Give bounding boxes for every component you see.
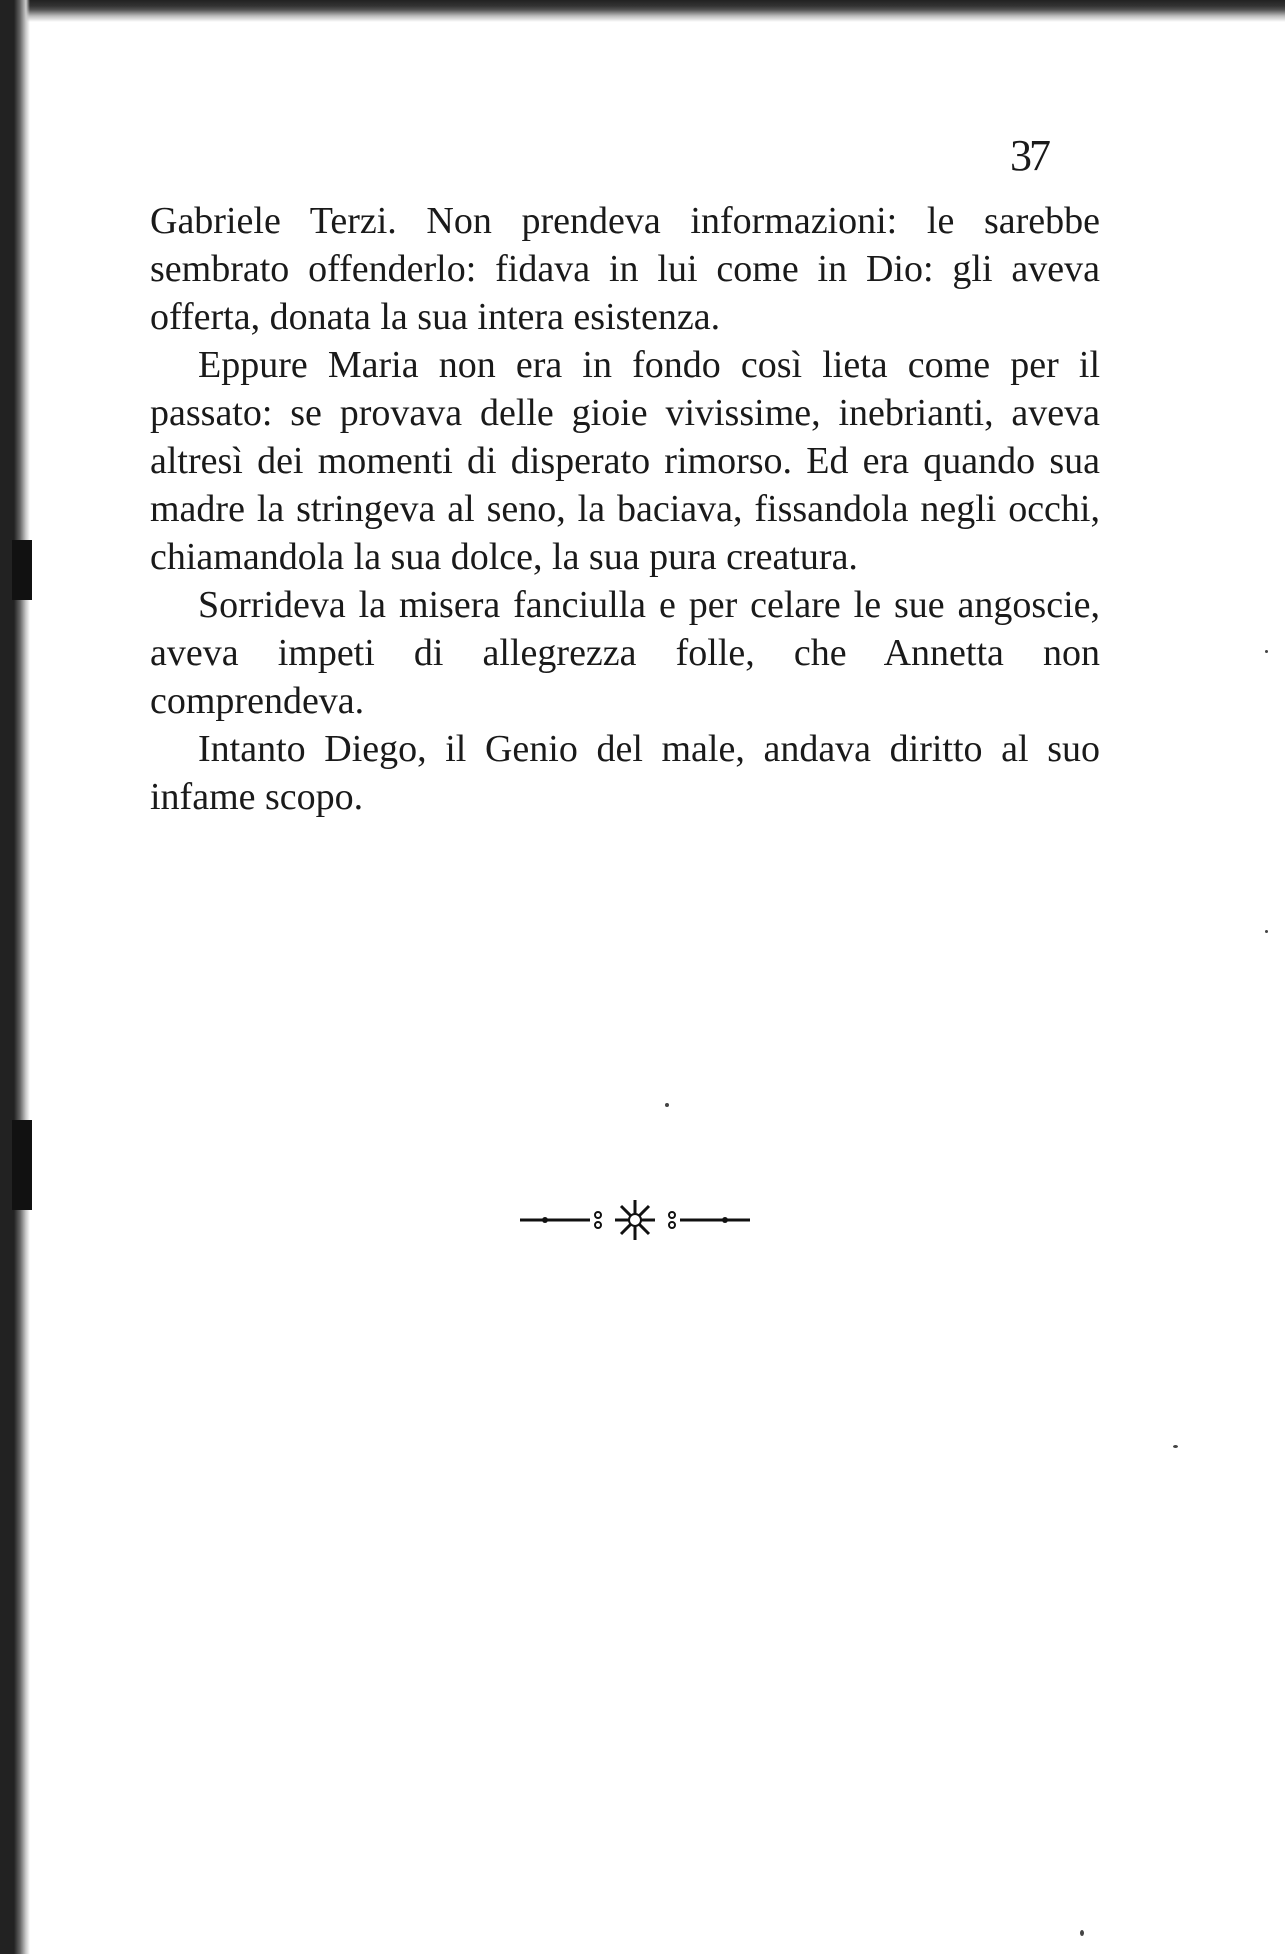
paragraph: Eppure Maria non era in fondo così lieta come per il passato: se provava delle gioie vivissime, inebrianti, aveva altresì dei momenti di disperato rimorso. Ed era quando sua madre la stringeva al seno, la baciava, fissandola negli occhi, chiamandola la sua dolce, la sua pura creatura. [150, 344, 1100, 578]
page-number: 37 [1010, 131, 1048, 180]
paragraph: Sorrideva la misera fanciulla e per celare le sue angoscie, aveva impeti di allegrezza folle, che Annetta non comprendeva. [150, 584, 1100, 722]
binding-mark [12, 1120, 32, 1210]
page-left-edge [0, 0, 30, 1954]
scan-speck [1080, 1930, 1084, 1936]
scan-speck [1265, 650, 1268, 653]
body-text [150, 197, 1100, 821]
ornament-flourish-icon [520, 1195, 750, 1245]
page-top-edge [0, 0, 1285, 22]
scan-speck [1265, 930, 1268, 933]
paragraph: Intanto Diego, il Genio del male, andava diritto al suo infame scopo. [150, 728, 1100, 818]
paragraph: Gabriele Terzi. Non prendeva informazioni: le sarebbe sembrato offenderlo: fidava in lui come in Dio: gli aveva offerta, donata la sua intera esistenza. [150, 200, 1100, 338]
binding-mark [12, 540, 32, 600]
scan-speck [665, 1103, 669, 1107]
scan-speck [1173, 1445, 1178, 1448]
